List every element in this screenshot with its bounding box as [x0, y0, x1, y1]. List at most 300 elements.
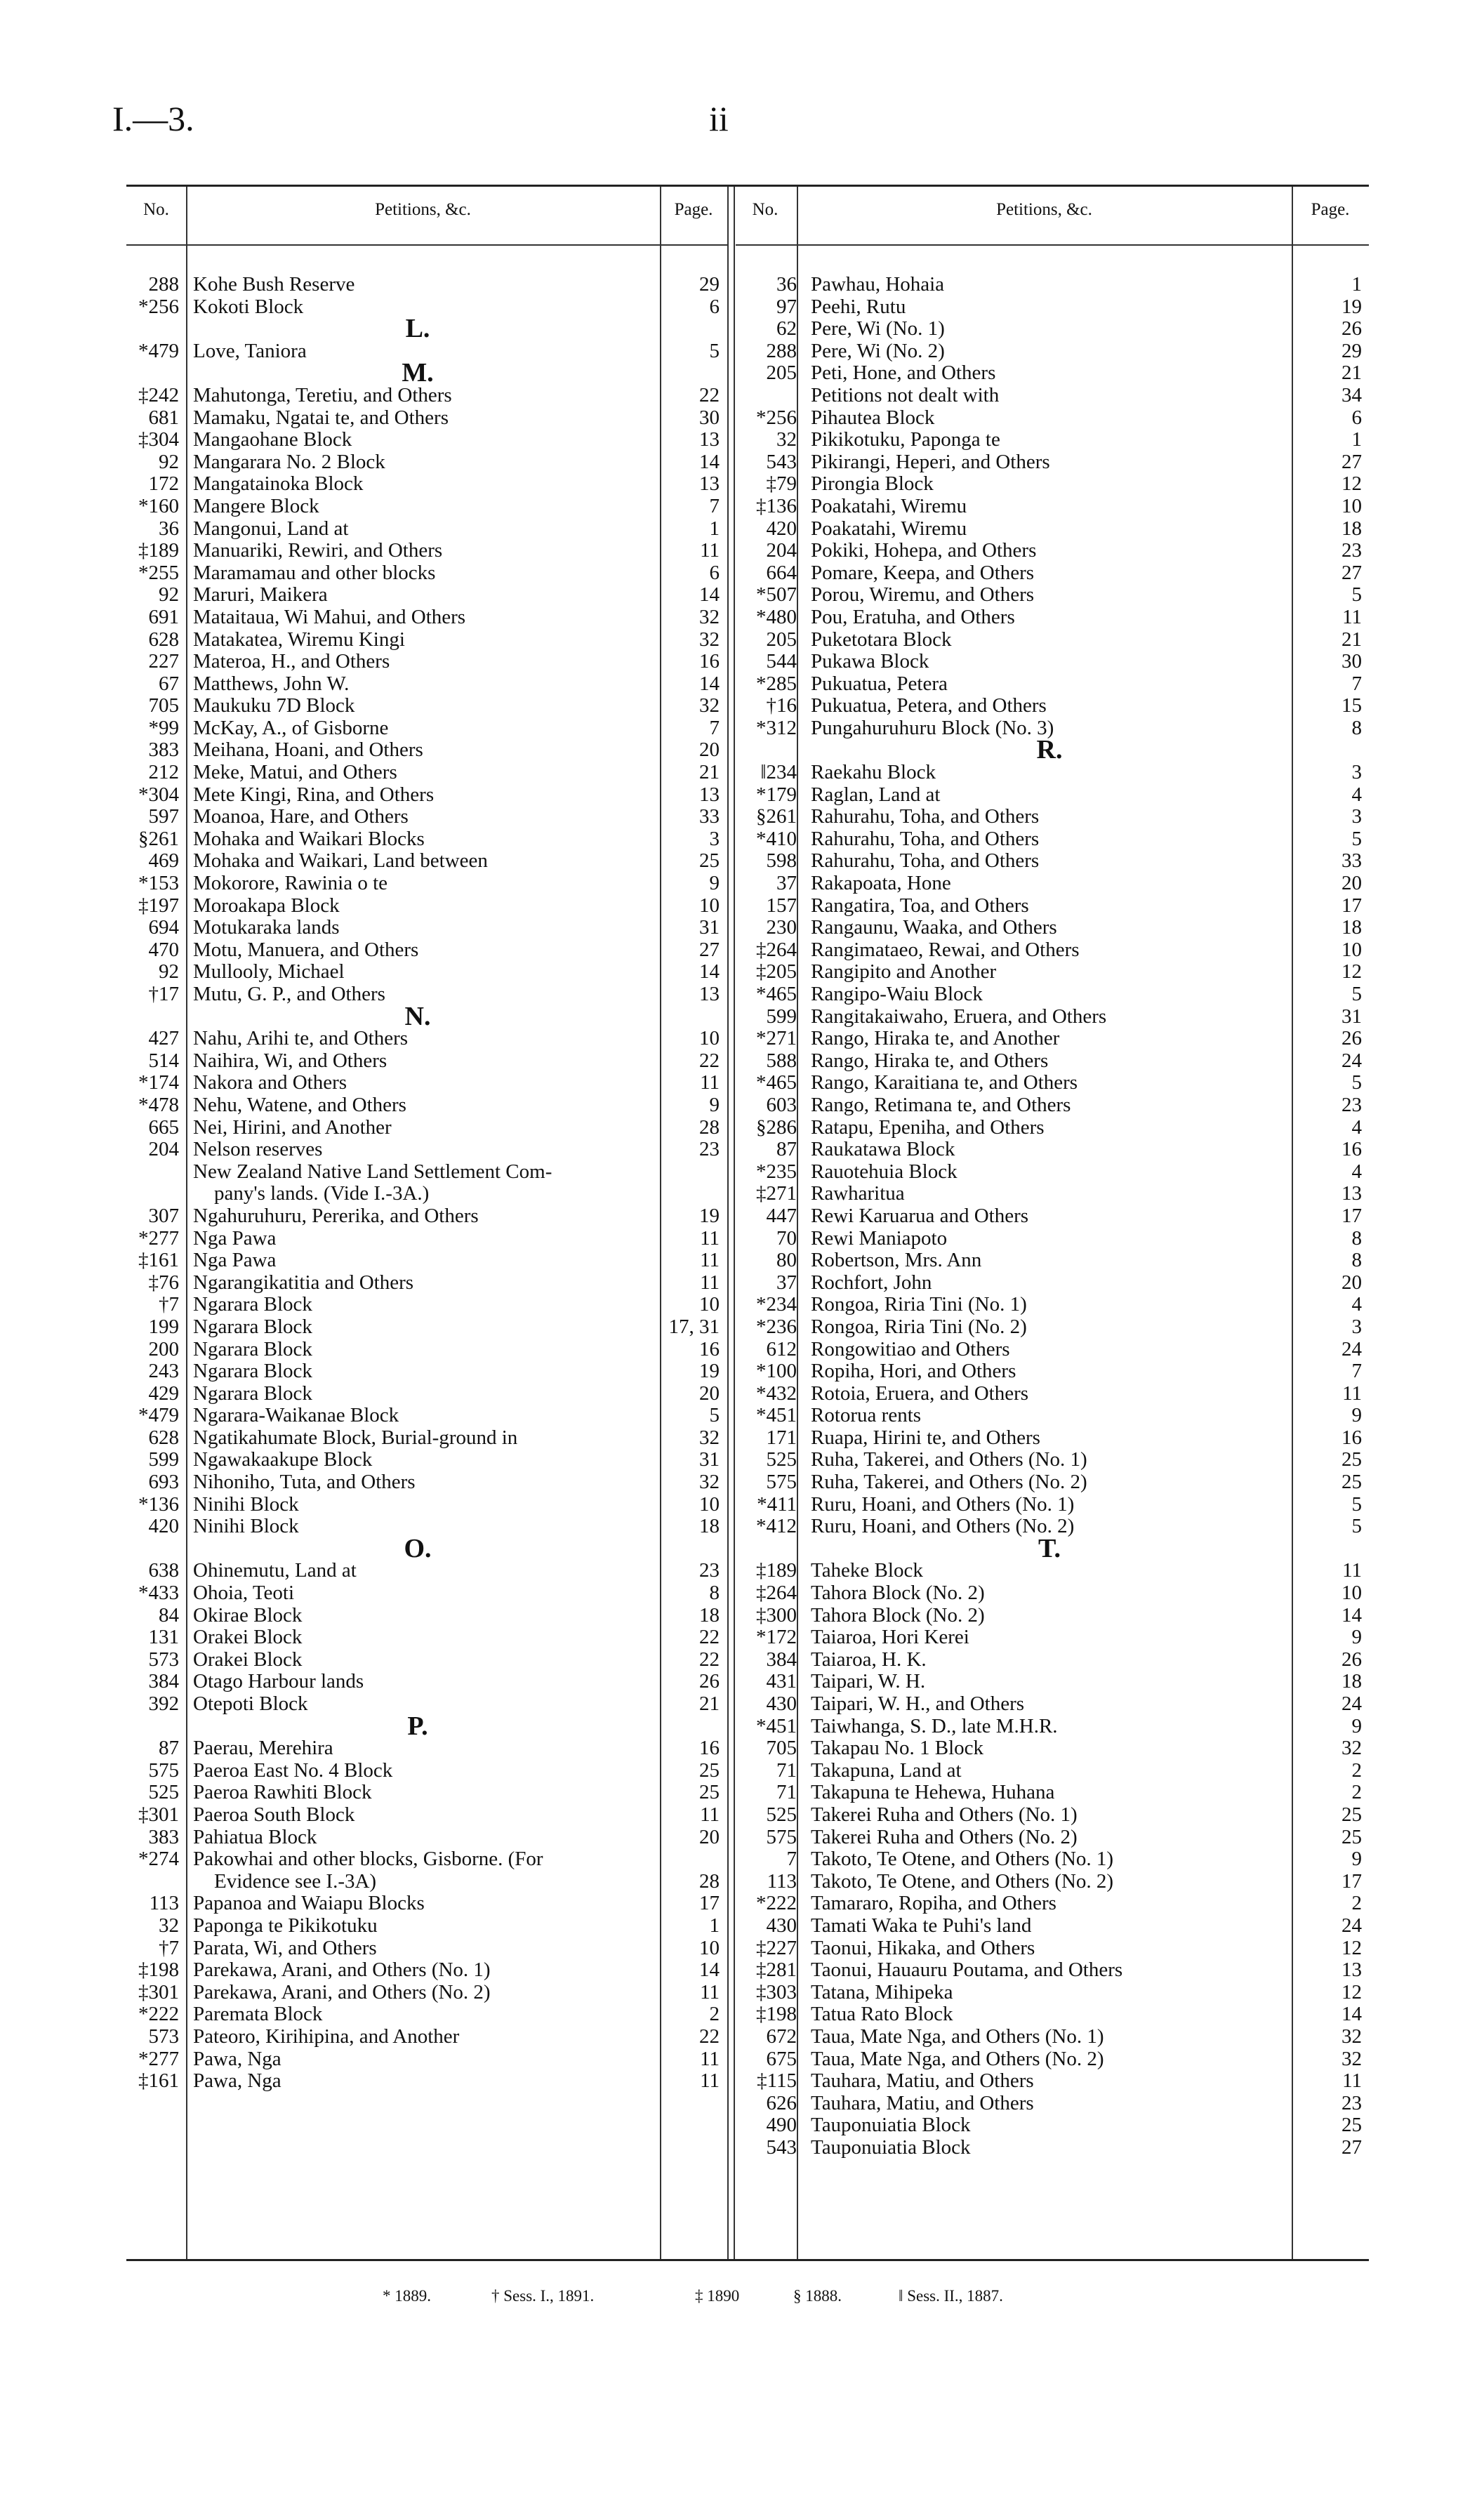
petition-number: 599: [766, 1005, 797, 1028]
table-row: [730, 629, 1369, 651]
petition-number: ‡79: [766, 472, 797, 496]
petition-name: Pomare, Keepa, and Others: [811, 562, 1035, 584]
petition-name: Papanoa and Waiapu Blocks: [193, 1893, 425, 1915]
petition-number: §286: [756, 1115, 797, 1139]
table-row: [730, 961, 1369, 983]
table-row: [112, 1471, 723, 1494]
page-ref: 23: [1341, 1093, 1362, 1116]
table-row: [112, 1427, 723, 1450]
page-ref: 24: [1341, 1337, 1362, 1360]
page-ref: 1: [709, 517, 720, 540]
table-row: [112, 1139, 723, 1161]
table-row: [730, 451, 1369, 474]
petition-name: Meke, Matui, and Others: [193, 762, 397, 784]
page-ref: 16: [699, 1337, 720, 1360]
petition-name: Rongowitiao and Others: [811, 1338, 1010, 1360]
petition-number: 97: [776, 295, 797, 318]
petition-number: *478: [138, 1093, 179, 1116]
table-row: [112, 540, 723, 562]
table-row: [730, 983, 1369, 1006]
page-ref: 1: [709, 1914, 720, 1937]
petition-name: Ngarara-Waikanae Block: [193, 1405, 399, 1427]
petition-number: ‡197: [138, 894, 179, 917]
table-row: [730, 828, 1369, 851]
petition-name: Ngahuruhuru, Pererika, and Others: [193, 1205, 479, 1227]
page-ref: 27: [1341, 450, 1362, 473]
table-row: [730, 1028, 1369, 1050]
table-row: [112, 939, 723, 962]
petition-name: Kokoti Block: [193, 296, 304, 318]
petition-name: Rango, Karaitiana te, and Others: [811, 1072, 1078, 1094]
petition-name: Naihira, Wi, and Others: [193, 1049, 387, 1072]
table-row: [112, 407, 723, 430]
left-page-header: Page.: [674, 200, 713, 219]
section-heading: P.: [407, 1711, 428, 1741]
petition-number: 36: [776, 273, 797, 296]
page-ref: 24: [1341, 1049, 1362, 1072]
footnote-1888: § 1888.: [793, 2287, 842, 2305]
petition-number: ‡115: [757, 2069, 797, 2093]
section-heading: T.: [1038, 1533, 1061, 1563]
page-ref: 14: [1341, 1603, 1362, 1627]
petition-number: 230: [766, 916, 797, 939]
petition-number: 575: [766, 1471, 797, 1494]
table-row: [730, 518, 1369, 541]
page-ref: 23: [699, 1138, 720, 1161]
page-ref: 22: [699, 383, 720, 406]
petition-name: Raukatawa Block: [811, 1139, 955, 1161]
petition-number: *480: [756, 605, 797, 628]
table-row: [112, 2026, 723, 2048]
page-ref: 24: [1341, 1914, 1362, 1937]
page-ref: 18: [699, 1603, 720, 1627]
petition-name: Mullooly, Michael: [193, 961, 345, 983]
petition-name: Nga Pawa: [193, 1227, 277, 1250]
page-ref: 32: [699, 1426, 720, 1449]
petition-number: ‡264: [756, 1582, 797, 1605]
table-row: [730, 1471, 1369, 1494]
petition-name: Meihana, Hoani, and Others: [193, 739, 423, 762]
left-no-header: No.: [143, 200, 169, 219]
petition-number: 573: [148, 2025, 179, 2048]
page-ref: 14: [699, 583, 720, 607]
page-ref: 5: [709, 339, 720, 362]
petition-name: Moanoa, Hare, and Others: [193, 806, 409, 828]
petition-number: 37: [776, 1271, 797, 1294]
petition-name: Ohinemutu, Land at: [193, 1560, 357, 1582]
table-row: [112, 518, 723, 541]
petition-number: *465: [756, 983, 797, 1005]
page-ref: 21: [1341, 362, 1362, 385]
page-ref: 18: [1341, 916, 1362, 939]
petition-name: Takapuna, Land at: [811, 1759, 962, 1782]
petition-number: *451: [756, 1714, 797, 1737]
petition-number: 92: [159, 450, 179, 473]
table-row: [730, 1649, 1369, 1671]
table-row: [112, 695, 723, 717]
table-row: [112, 629, 723, 651]
table-row: [112, 961, 723, 983]
petition-name: Rochfort, John: [811, 1271, 932, 1294]
petition-number: *433: [138, 1582, 179, 1605]
petition-number: *172: [756, 1626, 797, 1649]
petition-number: 70: [776, 1226, 797, 1250]
table-row: [112, 2048, 723, 2071]
petition-name: Nga Pawa: [193, 1250, 277, 1272]
table-row: [730, 1360, 1369, 1383]
petition-number: 430: [766, 1692, 797, 1715]
page-ref: 10: [699, 1293, 720, 1316]
petition-name: Ruapa, Hirini te, and Others: [811, 1426, 1040, 1449]
petition-number: *412: [756, 1515, 797, 1538]
petition-name: Nakora and Others: [193, 1072, 347, 1094]
petition-name: Poakatahi, Wiremu: [811, 495, 967, 517]
table-row: [112, 873, 723, 895]
table-row: [112, 1627, 723, 1649]
petition-name: Ohoia, Teoti: [193, 1582, 295, 1605]
page-ref: 25: [1341, 1825, 1362, 1848]
petition-name: pany's lands. (Vide I.-3A.): [214, 1183, 430, 1205]
petition-name: Mangarara No. 2 Block: [193, 451, 385, 473]
right-no-header: No.: [752, 200, 779, 219]
petition-number: 7: [786, 1848, 797, 1871]
page-ref: 32: [1341, 2047, 1362, 2070]
petition-number: *432: [756, 1382, 797, 1405]
petition-number: 470: [148, 938, 179, 961]
petition-number: 205: [766, 628, 797, 651]
petition-number: ‖234: [760, 761, 797, 784]
page-ref: 5: [1351, 827, 1362, 850]
petition-number: 392: [148, 1692, 179, 1715]
page-ref: 1: [1351, 273, 1362, 296]
table-row: [112, 1959, 723, 1982]
page-ref: 20: [1341, 1271, 1362, 1294]
footnote-1889: * 1889.: [383, 2287, 431, 2305]
page-ref: 13: [699, 472, 720, 496]
petition-name: Taheke Block: [811, 1560, 923, 1582]
petition-name: Moroakapa Block: [193, 894, 340, 917]
petition-name: Ngatikahumate Block, Burial-ground in: [193, 1426, 518, 1449]
petition-number: 598: [766, 849, 797, 873]
petition-name: Rangimataeo, Rewai, and Others: [811, 939, 1080, 961]
table-row: [730, 1161, 1369, 1184]
page-ref: 1: [1351, 428, 1362, 451]
table-row: [730, 473, 1369, 496]
page-ref: 22: [699, 1626, 720, 1649]
page-ref: 7: [709, 494, 720, 517]
petition-number: 80: [776, 1249, 797, 1272]
petition-number: 32: [159, 1914, 179, 1937]
petition-name: Robertson, Mrs. Ann: [811, 1250, 982, 1272]
page-ref: 25: [1341, 1448, 1362, 1471]
table-row: [730, 340, 1369, 363]
petition-name: Rango, Retimana te, and Others: [811, 1094, 1071, 1116]
table-row: [112, 1494, 723, 1516]
page-ref: 33: [699, 805, 720, 828]
page-ref: 17: [1341, 1869, 1362, 1893]
petition-name: Rongoa, Riria Tini (No. 2): [811, 1316, 1027, 1338]
petition-name: Ratapu, Epeniha, and Others: [811, 1116, 1045, 1139]
table-row: [730, 1205, 1369, 1228]
table-row: [730, 1139, 1369, 1161]
petition-name: Parekawa, Arani, and Others (No. 1): [193, 1959, 491, 1982]
petition-number: *451: [756, 1404, 797, 1427]
table-row: [730, 1560, 1369, 1582]
petition-number: *277: [138, 1226, 179, 1250]
petition-name: Rangipito and Another: [811, 961, 997, 983]
page-ref: 10: [1341, 938, 1362, 961]
page-ref: 8: [1351, 716, 1362, 739]
petition-number: *236: [756, 1315, 797, 1338]
page-ref: 7: [1351, 672, 1362, 695]
petition-number: ‡161: [138, 1249, 179, 1272]
page-ref: 5: [709, 1404, 720, 1427]
table-row: [112, 1893, 723, 1915]
petition-number: ‡189: [138, 539, 179, 562]
table-row: [112, 1050, 723, 1073]
table-row: [112, 1737, 723, 1760]
petition-name: Taiwhanga, S. D., late M.H.R.: [811, 1715, 1058, 1737]
page-ref: 9: [709, 872, 720, 895]
page-ref: 14: [699, 672, 720, 695]
petition-number: ‡205: [756, 960, 797, 983]
page-ref: 9: [709, 1093, 720, 1116]
right-petitions-header: Petitions, &c.: [996, 200, 1092, 219]
petition-number: 62: [776, 317, 797, 340]
table-row: [730, 2137, 1369, 2159]
petition-name: Paeroa Rawhiti Block: [193, 1782, 372, 1804]
petition-number: *99: [148, 716, 179, 739]
petition-name: Mohaka and Waikari, Land between: [193, 850, 488, 873]
petition-name: Nihoniho, Tuta, and Others: [193, 1471, 416, 1494]
petition-number: 384: [148, 1670, 179, 1693]
petition-name: Nehu, Watene, and Others: [193, 1094, 406, 1116]
page-ref: 19: [699, 1204, 720, 1227]
table-row: [730, 1848, 1369, 1871]
table-row: [112, 607, 723, 629]
petition-name: Tauponuiatia Block: [811, 2114, 971, 2137]
petition-number: †16: [766, 694, 797, 717]
page-ref: 32: [699, 694, 720, 717]
petition-name: Pawa, Nga: [193, 2048, 281, 2070]
petition-number: 87: [776, 1138, 797, 1161]
petition-name: Pawhau, Hohaia: [811, 274, 945, 296]
petition-number: 200: [148, 1337, 179, 1360]
petition-name: Parekawa, Arani, and Others (No. 2): [193, 1981, 491, 2003]
table-row: [730, 762, 1369, 784]
petition-number: *153: [138, 872, 179, 895]
page-ref: 30: [699, 406, 720, 429]
table-row: [730, 1716, 1369, 1738]
page-ref: 23: [699, 1559, 720, 1582]
table-row: [730, 1937, 1369, 1960]
page-ref: 27: [699, 938, 720, 961]
petition-number: *255: [138, 561, 179, 584]
petition-name: Ruru, Hoani, and Others (No. 1): [811, 1493, 1075, 1516]
page-ref: 21: [699, 761, 720, 784]
petition-number: 92: [159, 583, 179, 607]
table-row: [730, 1050, 1369, 1073]
petition-number: 113: [149, 1892, 179, 1915]
petition-number: *479: [138, 1404, 179, 1427]
table-row: [730, 673, 1369, 696]
petition-name: Peehi, Rutu: [811, 296, 906, 318]
petition-name: Otepoti Block: [193, 1693, 308, 1715]
petition-number: ‡303: [756, 1980, 797, 2003]
petition-number: 288: [766, 339, 797, 362]
page-ref: 25: [699, 849, 720, 873]
page-ref: 11: [700, 539, 720, 562]
petition-number: 575: [766, 1825, 797, 1848]
page-ref: 18: [1341, 1670, 1362, 1693]
section-heading: M.: [402, 358, 434, 388]
table-row: [112, 1827, 723, 1849]
table-row: [730, 407, 1369, 430]
petition-name: Evidence see I.-3A): [214, 1870, 377, 1893]
petition-number: *179: [756, 783, 797, 806]
table-row: [112, 2003, 723, 2026]
footnote-sess-1887: ‖ Sess. II., 1887.: [899, 2287, 1003, 2305]
petition-number: 544: [766, 650, 797, 673]
petition-name: Rangitakaiwaho, Eruera, and Others: [811, 1005, 1107, 1028]
petition-number: 705: [148, 694, 179, 717]
petition-name: Ropiha, Hori, and Others: [811, 1360, 1016, 1383]
petition-name: Puketotara Block: [811, 628, 952, 651]
petition-name: Pukuatua, Petera: [811, 673, 948, 695]
section-heading: L.: [405, 314, 430, 344]
petition-number: 383: [148, 738, 179, 762]
page-ref: 20: [699, 738, 720, 762]
page-ref: 31: [699, 916, 720, 939]
table-row: [112, 1250, 723, 1272]
table-row: [112, 1161, 723, 1184]
table-row: [730, 1959, 1369, 1982]
page-ref: 10: [699, 1936, 720, 1959]
page-ref: 32: [1341, 1737, 1362, 1760]
footnote-sess-1891: † Sess. I., 1891.: [491, 2287, 595, 2305]
right-column-entries: [730, 274, 1369, 2159]
petition-name: Rewi Maniapoto: [811, 1227, 948, 1250]
petition-number: 84: [159, 1603, 179, 1627]
petition-name: Maukuku 7D Block: [193, 695, 355, 717]
section-heading: R.: [1036, 735, 1063, 765]
table-row: [112, 1760, 723, 1782]
table-row: [112, 1649, 723, 1671]
petition-number: ‡301: [138, 1980, 179, 2003]
table-row: [730, 1294, 1369, 1316]
petition-name: Ninihi Block: [193, 1493, 299, 1516]
left-header-rule: [126, 244, 729, 246]
page-ref: 32: [699, 605, 720, 628]
petition-name: Rewi Karuarua and Others: [811, 1205, 1029, 1227]
petition-number: 628: [148, 628, 179, 651]
petition-number: 626: [766, 2091, 797, 2114]
petition-number: 172: [148, 472, 179, 496]
petition-number: 693: [148, 1471, 179, 1494]
petition-name: Nelson reserves: [193, 1139, 323, 1161]
page-ref: 27: [1341, 561, 1362, 584]
petition-name: Pikirangi, Heperi, and Others: [811, 451, 1050, 473]
petition-number: *222: [756, 1892, 797, 1915]
petition-number: 36: [159, 517, 179, 540]
table-row: [112, 739, 723, 762]
petition-number: 664: [766, 561, 797, 584]
petition-name: Materoa, H., and Others: [193, 651, 390, 673]
page-ref: 5: [1351, 583, 1362, 607]
petition-number: *479: [138, 339, 179, 362]
page-ref: 11: [700, 1803, 720, 1826]
petition-name: Mete Kingi, Rina, and Others: [193, 783, 435, 806]
petition-number: 447: [766, 1204, 797, 1227]
petition-name: Mutu, G. P., and Others: [193, 983, 385, 1005]
petition-name: Petitions not dealt with: [811, 384, 1000, 406]
petition-name: Porou, Wiremu, and Others: [811, 584, 1035, 607]
petition-name: Peti, Hone, and Others: [811, 362, 996, 385]
left-column-entries: [112, 274, 723, 2093]
table-row: [730, 1582, 1369, 1605]
petition-number: *271: [756, 1027, 797, 1050]
page-ref: 5: [1351, 1071, 1362, 1094]
table-row: [730, 1871, 1369, 1893]
petition-name: Ruru, Hoani, and Others (No. 2): [811, 1516, 1075, 1538]
petition-name: Tahora Block (No. 2): [811, 1582, 985, 1605]
petition-number: 92: [159, 960, 179, 983]
table-row: [730, 1094, 1369, 1117]
page-ref: 3: [1351, 761, 1362, 784]
petition-name: Pokiki, Hohepa, and Others: [811, 540, 1037, 562]
petition-name: Tahora Block (No. 2): [811, 1604, 985, 1627]
table-row: [730, 362, 1369, 385]
petition-number: ‡198: [756, 2003, 797, 2026]
table-row: [112, 1671, 723, 1693]
petition-number: 383: [148, 1825, 179, 1848]
petition-number: ‡161: [138, 2069, 179, 2093]
petition-name: Pungahuruhuru Block (No. 3): [811, 717, 1054, 739]
petition-number: *465: [756, 1071, 797, 1094]
petition-name: Maruri, Maikera: [193, 584, 328, 607]
petition-name: Paremata Block: [193, 2003, 323, 2026]
page-ref: 17: [699, 1892, 720, 1915]
petition-number: 469: [148, 849, 179, 873]
petition-number: 204: [766, 539, 797, 562]
table-row: [112, 673, 723, 696]
page-ref: 22: [699, 1648, 720, 1671]
petition-number: *411: [757, 1492, 797, 1516]
petition-number: 131: [148, 1626, 179, 1649]
page-ref: 24: [1341, 1692, 1362, 1715]
page-ref: 17: [1341, 1204, 1362, 1227]
page-ref: 26: [699, 1670, 720, 1693]
petition-number: 543: [766, 450, 797, 473]
petition-number: 199: [148, 1315, 179, 1338]
page-ref: 9: [1351, 1404, 1362, 1427]
table-row: [112, 651, 723, 673]
page-ref: 13: [1341, 1182, 1362, 1205]
page-ref: 2: [1351, 1758, 1362, 1782]
page-ref: 21: [699, 1692, 720, 1715]
table-row: [112, 1205, 723, 1228]
page-ref: 27: [1341, 2135, 1362, 2159]
table-row: [112, 584, 723, 607]
table-row: [730, 496, 1369, 518]
table-row: [112, 1605, 723, 1627]
petition-name: Pirongia Block: [811, 473, 934, 496]
page-number: ii: [709, 99, 729, 138]
petition-name: Mangonui, Land at: [193, 517, 349, 540]
page-ref: 17: [1341, 894, 1362, 917]
table-row: [730, 274, 1369, 296]
petition-name: Pukawa Block: [811, 651, 929, 673]
